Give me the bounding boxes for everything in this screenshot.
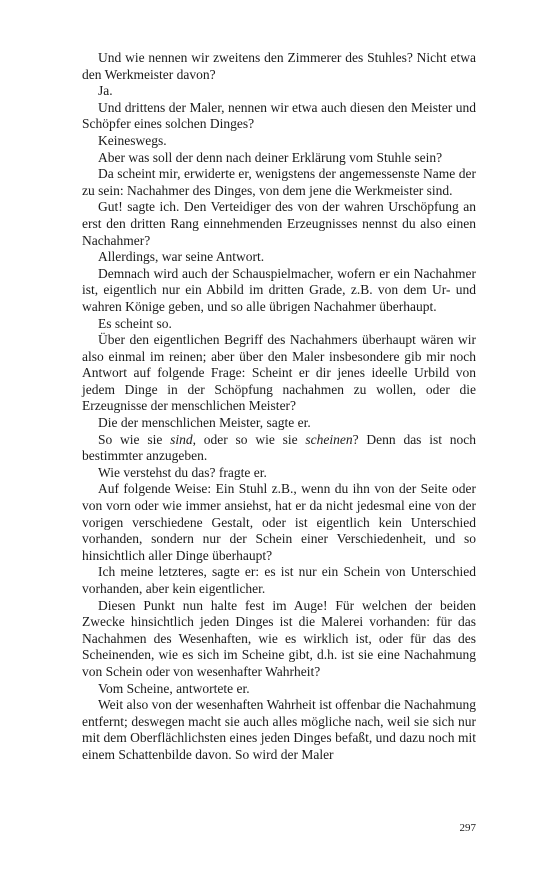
paragraph bbox=[82, 199, 476, 249]
text-segment: Über den eigentlichen Begriff des Nachahmers überhaupt wären wir also einmal im reinen; aber über den Maler insbesondere gib mir noch Antwort auf folgende Frage: Scheint er dir jenes ideelle Urbild von jedem Dinge in der Schöpfung nachahmen zu wollen, oder die Erzeugnisse der menschlichen Meister? bbox=[82, 332, 476, 414]
text-segment: ? Denn das ist noch bestimmter anzugeben. bbox=[82, 431, 477, 464]
paragraph bbox=[82, 266, 476, 316]
paragraph bbox=[82, 481, 476, 564]
text-segment: , oder so wie sie bbox=[192, 431, 306, 447]
text-segment: Demnach wird auch der Schauspielmacher, wofern er ein Nachahmer ist, eigentlich nur ein Abbild im dritten Grade, z.B. von dem Ur- und wahren Könige geben, und so alle übrigen Nachahmer überhaupt. bbox=[82, 265, 476, 314]
text-segment: Die der menschlichen Meister, sagte er. bbox=[98, 415, 311, 431]
paragraph bbox=[82, 598, 476, 681]
text-segment: Diesen Punkt nun halte fest im Auge! Für welchen der beiden Zwecke hinsichtlich jeden Dinges ist die Malerei vorhanden: für das Nachahmen des Wesenhaften, wie es wirklich ist, oder für das des Scheinenden, wie es sich im Scheine gibt, d.h. ist sie eine Nachahmung von Schein oder von wesenhafter Wahrheit? bbox=[82, 597, 476, 679]
paragraph bbox=[82, 150, 476, 167]
text-segment: Und wie nennen wir zweitens den Zimmerer des Stuhles? Nicht etwa den Werkmeister davon? bbox=[82, 50, 476, 82]
paragraph bbox=[82, 697, 476, 763]
text-segment: Es scheint so. bbox=[98, 315, 172, 331]
paragraph bbox=[82, 415, 476, 432]
text-segment: So wie sie bbox=[98, 431, 171, 447]
paragraph bbox=[82, 166, 476, 199]
paragraph bbox=[82, 133, 476, 150]
text-segment: Allerdings, war seine Antwort. bbox=[98, 249, 265, 265]
text-segment: Aber was soll der denn nach deiner Erklärung vom Stuhle sein? bbox=[98, 149, 443, 165]
text-segment: Wie verstehst du das? fragte er. bbox=[98, 464, 267, 480]
paragraph bbox=[82, 100, 476, 133]
paragraph bbox=[82, 316, 476, 333]
body-text bbox=[82, 50, 476, 764]
text-segment: Keineswegs. bbox=[98, 132, 167, 148]
emphasized-text: sind bbox=[170, 431, 193, 447]
text-segment: Ja. bbox=[98, 83, 113, 99]
text-segment: Ich meine letzteres, sagte er: es ist nur ein Schein von Unterschied vorhanden, aber kein eigentlicher. bbox=[82, 564, 476, 596]
paragraph bbox=[82, 249, 476, 266]
text-segment: Auf folgende Weise: Ein Stuhl z.B., wenn du ihn von der Seite oder von vorn oder wie immer ansiehst, hat er da nicht jedesmal eine von der vorigen verschiedene Gestalt, oder ist eigentlich kein Unterschied vorhanden, sondern nur der Schein einer Verschiedenheit, und so hinsichtlich aller Dinge überhaupt? bbox=[82, 481, 476, 563]
text-segment: Vom Scheine, antwortete er. bbox=[98, 680, 250, 696]
text-segment: Weit also von der wesenhaften Wahrheit ist offenbar die Nachahmung entfernt; deswegen macht sie auch alles mögliche nach, weil sie sich nur mit dem Oberflächlichsten eines jeden Dinges befaßt, und dazu noch mit einem Schattenbilde davon. So wird der Maler bbox=[82, 697, 476, 762]
paragraph bbox=[82, 50, 476, 83]
text-segment: Da scheint mir, erwiderte er, wenigstens der angemessenste Name der zu sein: Nachahmer des Dinges, von dem jene die Werkmeister sind. bbox=[82, 166, 476, 198]
paragraph bbox=[82, 332, 476, 415]
text-segment: Gut! sagte ich. Den Verteidiger des von der wahren Urschöpfung an erst den dritten Rang einnehmenden Erzeugnisses nennst du also einen Nachahmer? bbox=[82, 199, 476, 248]
page-number: 297 bbox=[459, 822, 476, 834]
paragraph bbox=[82, 432, 476, 465]
paragraph bbox=[82, 564, 476, 597]
paragraph bbox=[82, 83, 476, 100]
text-segment: Und drittens der Maler, nennen wir etwa auch diesen den Meister und Schöpfer eines solchen Dinges? bbox=[82, 99, 476, 132]
paragraph bbox=[82, 681, 476, 698]
emphasized-text: scheinen bbox=[305, 431, 353, 447]
paragraph bbox=[82, 465, 476, 482]
